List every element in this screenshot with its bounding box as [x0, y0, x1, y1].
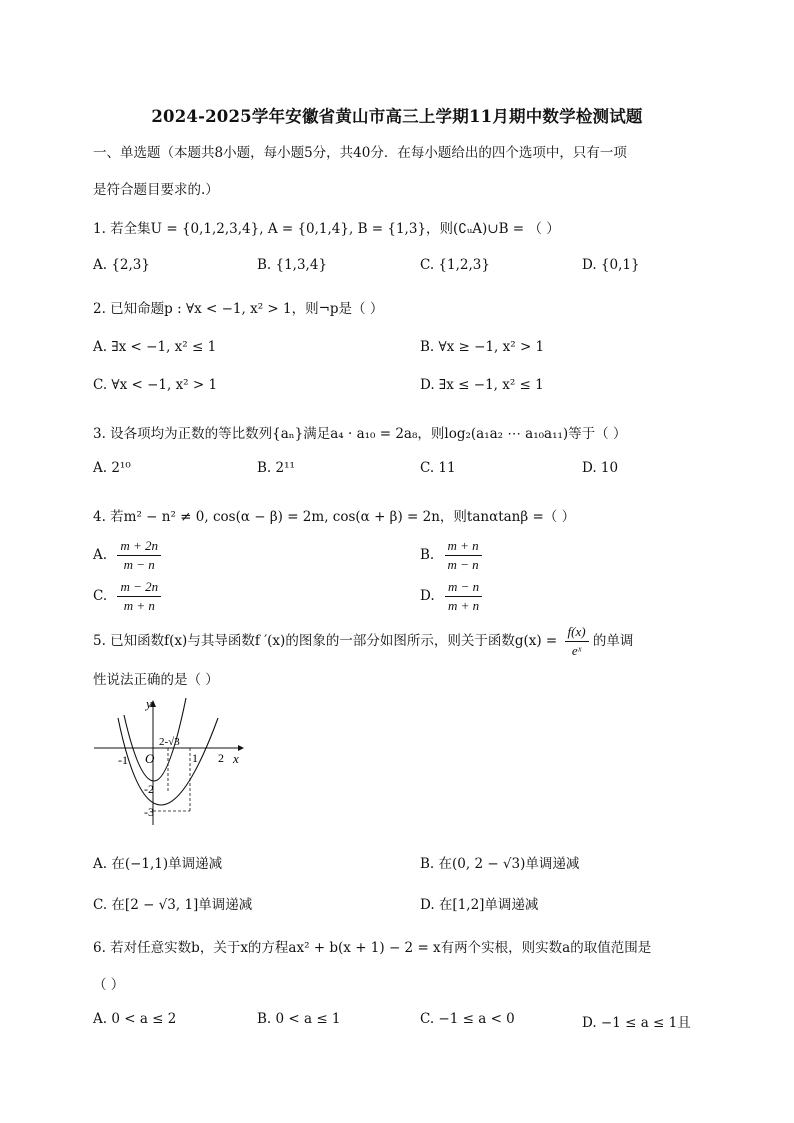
question-1-option-a: A. {2,3}	[93, 257, 150, 273]
option-fraction	[117, 579, 161, 614]
stem-tail: 的单调	[592, 633, 634, 649]
option-fraction	[117, 538, 161, 573]
option-label: C.	[93, 588, 108, 604]
option-fraction	[445, 579, 482, 614]
curve-function	[118, 718, 218, 805]
question-5-option-d: D. 在[1,2]单调递减	[420, 897, 539, 913]
section-heading-line2: 是符合题目要求的.）	[93, 182, 219, 198]
question-3-option-d: D. 10	[582, 460, 619, 476]
tick-label-one: 1	[192, 751, 198, 765]
origin-label: O	[145, 751, 155, 766]
tick-label-two: 2	[218, 751, 224, 765]
question-5-stem-line2: 性说法正确的是（ ）	[93, 672, 219, 688]
fraction-numerator: m + 2n	[117, 538, 161, 556]
g-fraction	[565, 624, 589, 659]
question-6-option-a: A. 0 < a ≤ 2	[93, 1011, 177, 1027]
question-1-option-b: B. {1,3,4}	[257, 257, 328, 273]
x-axis-label: x	[233, 751, 239, 766]
option-fraction	[445, 538, 482, 573]
tick-label-minus-three: -3	[144, 805, 154, 819]
question-6-option-b: B. 0 < a ≤ 1	[257, 1011, 341, 1027]
question-1-option-d: D. {0,1}	[582, 257, 640, 273]
option-label: D.	[420, 588, 435, 604]
y-axis-label: y	[146, 696, 152, 711]
question-2-stem: 2. 已知命题p : ∀x < −1, x² > 1，则¬p是（ ）	[93, 301, 384, 317]
tick-label-minus-two: -2	[144, 782, 154, 796]
question-5-option-c: C. 在[2 − √3, 1]单调递减	[93, 897, 253, 913]
root-label: 2-√3	[159, 736, 180, 748]
question-6-stem-line2: （ ）	[93, 977, 125, 993]
question-6-option-c: C. −1 ≤ a < 0	[420, 1011, 515, 1027]
fraction-denominator: eˣ	[571, 643, 582, 658]
question-4-option-b	[420, 538, 482, 573]
question-4-option-c	[93, 579, 161, 614]
x-axis-arrow	[238, 745, 244, 751]
tick-label-minus-one: -1	[118, 753, 128, 767]
question-3-option-c: C. 11	[420, 460, 456, 476]
stem-text: 5. 已知函数f(x)与其导函数f ′(x)的图象的一部分如图所示，则关于函数g(x) =	[93, 633, 558, 649]
fraction-numerator: m + n	[445, 538, 482, 556]
option-label: B.	[420, 547, 435, 563]
fraction-numerator: m − n	[445, 579, 482, 597]
question-5-option-b: B. 在(0, 2 − √3)单调递减	[420, 856, 580, 872]
fraction-denominator: m + n	[123, 598, 155, 613]
fraction-denominator: m − n	[123, 557, 155, 572]
question-5-option-a: A. 在(−1,1)单调递减	[93, 856, 223, 872]
question-6-option-d: D. −1 ≤ a ≤ 1且	[582, 1015, 691, 1031]
question-3-stem: 3. 设各项均为正数的等比数列{aₙ}满足a₄ · a₁₀ = 2a₈，则log₂(a₁a₂ ⋯ a₁₀a₁₁)等于（ ）	[93, 426, 627, 442]
question-2-option-c: C. ∀x < −1, x² > 1	[93, 377, 218, 393]
question-1-stem: 1. 若全集U = {0,1,2,3,4}, A = {0,1,4}, B = {1,3}，则(∁ᵤA)∪B = （ ）	[93, 221, 560, 237]
question-3-option-a: A. 2¹⁰	[93, 460, 131, 476]
question-4-option-d	[420, 579, 482, 614]
question-5-stem-line1	[93, 624, 633, 659]
fraction-numerator: m − 2n	[117, 579, 161, 597]
question-4-option-a	[93, 538, 161, 573]
question-1-option-c: C. {1,2,3}	[420, 257, 490, 273]
function-graph-figure	[88, 693, 248, 828]
question-2-option-d: D. ∃x ≤ −1, x² ≤ 1	[420, 377, 544, 393]
question-3-option-b: B. 2¹¹	[257, 460, 295, 476]
section-heading-line1: 一、单选题（本题共8小题，每小题5分，共40分．在每小题给出的四个选项中，只有一项	[93, 145, 627, 161]
fraction-denominator: m + n	[447, 598, 480, 613]
question-6-stem-line1: 6. 若对任意实数b，关于x的方程ax² + b(x + 1) − 2 = x有两个实根，则实数a的取值范围是	[93, 940, 652, 956]
question-2-option-a: A. ∃x < −1, x² ≤ 1	[93, 339, 217, 355]
option-label: A.	[93, 547, 108, 563]
fraction-numerator: f(x)	[565, 624, 589, 642]
question-2-option-b: B. ∀x ≥ −1, x² > 1	[420, 339, 545, 355]
page-title: 2024-2025学年安徽省黄山市高三上学期11月期中数学检测试题	[151, 107, 643, 126]
fraction-denominator: m − n	[447, 557, 479, 572]
question-4-stem: 4. 若m² − n² ≠ 0, cos(α − β) = 2m, cos(α + β) = 2n，则tanαtanβ =（ ）	[93, 509, 576, 525]
